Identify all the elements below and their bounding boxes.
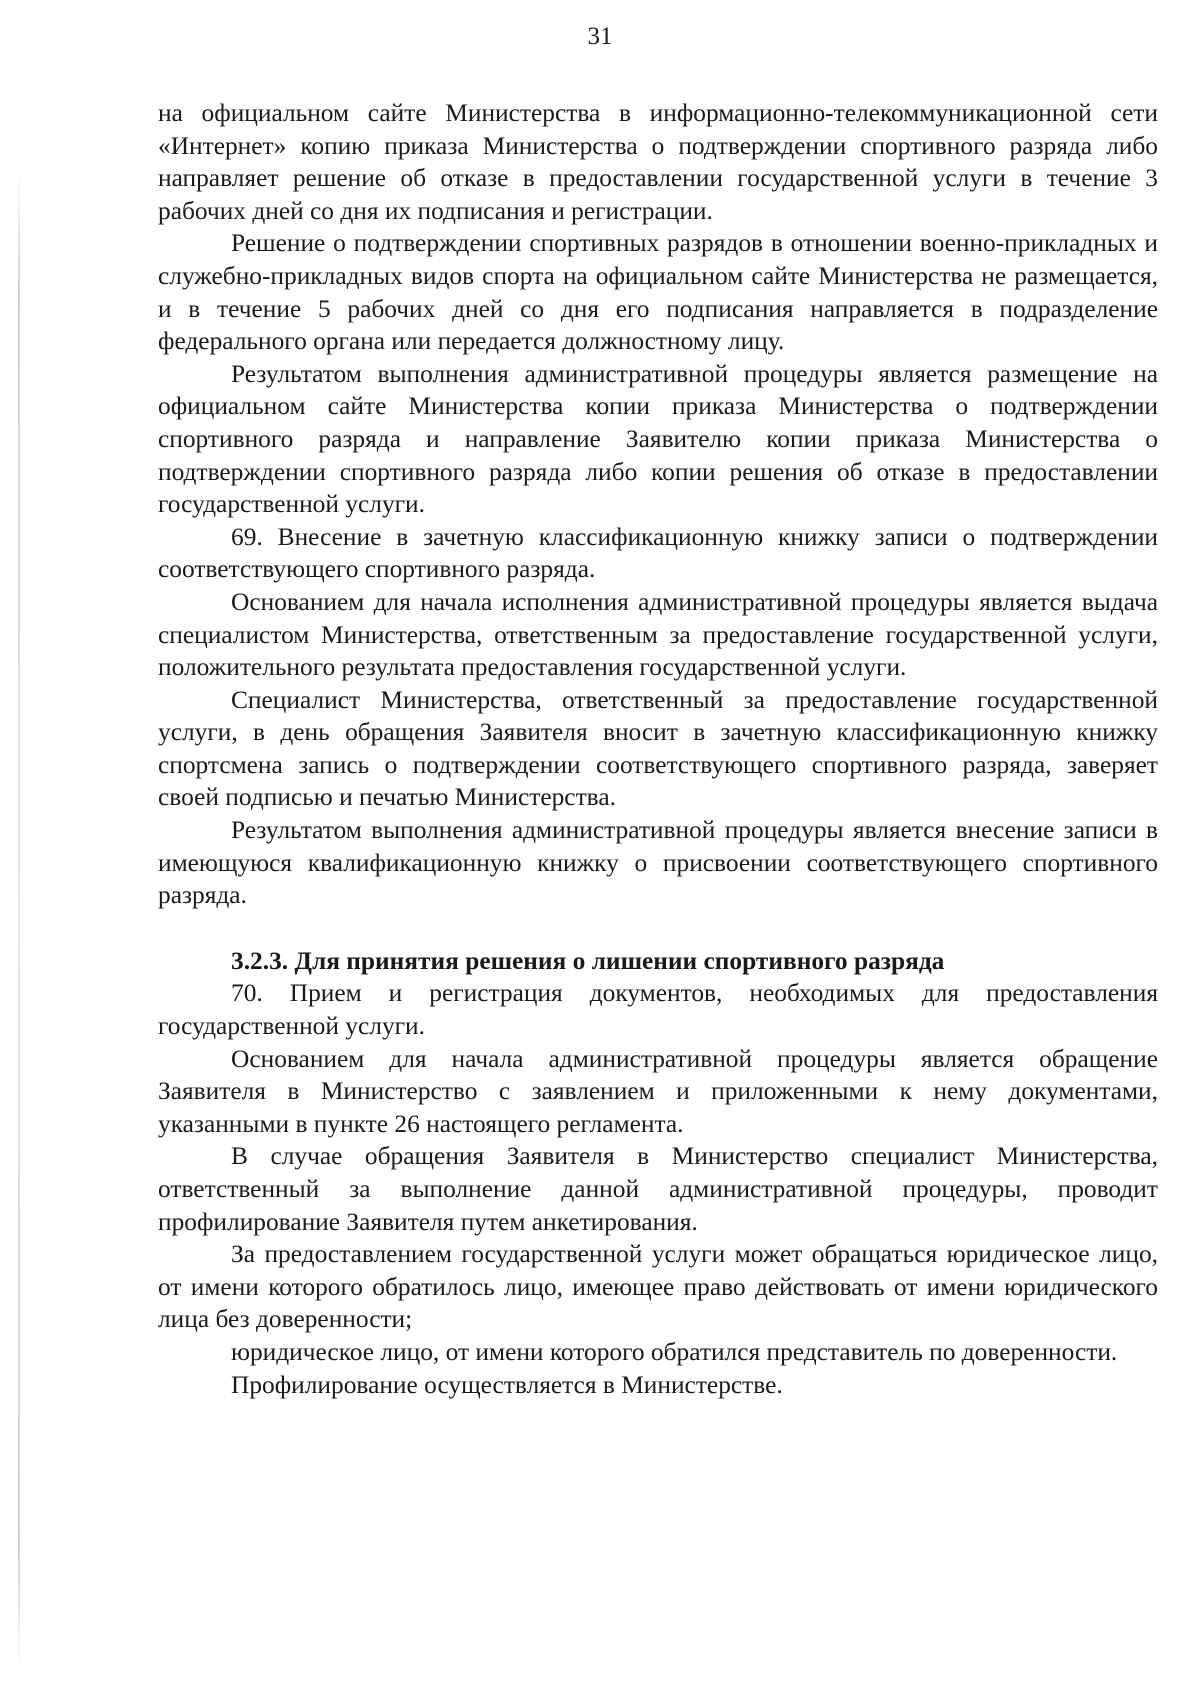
paragraph: Решение о подтверждении спортивных разрядов в отношении военно-прикладных и служебно-прикладных видов спорта на официальном сайте Министерства не размещается, и в течение 5 рабочих дней со дня его подписания направляется в подразделение федерального органа или передается должностному лицу.	[158, 229, 1158, 356]
paragraph: Результатом выполнения административной процедуры является внесение записи в имеющуюся квалификационную книжку о присвоении соответствующего спортивного разряда.	[158, 816, 1158, 910]
paragraph: юридическое лицо, от имени которого обратился представитель по доверенности.	[231, 1337, 1118, 1366]
paragraph: на официальном сайте Министерства в информационно-телекоммуникационной сети «Интернет» копию приказа Министерства о подтверждении спортивного разряда либо направляет решение об отказе в предоставлении государственной услуги в течение 3 рабочих дней со дня их подписания и регистрации.	[158, 99, 1158, 225]
page-number: 31	[587, 23, 613, 50]
paragraph-item-69: 69. Внесение в зачетную классификационную книжку записи о подтверждении соответствующего спортивного разряда.	[158, 522, 1158, 584]
paragraph: В случае обращения Заявителя в Министерство специалист Министерства, ответственный за выполнение данной административной процедуры, проводит профилирование Заявителя путем анкетирования.	[158, 1142, 1158, 1236]
paragraph: За предоставлением государственной услуги может обращаться юридическое лицо, от имени которого обратилось лицо, имеющее право действовать от имени юридического лица без доверенности;	[158, 1240, 1158, 1334]
paragraph: Основанием для начала исполнения административной процедуры является выдача специалистом Министерства, ответственным за предоставление государственной услуги, положительного результата предоставления государственной услуги.	[158, 587, 1158, 682]
section-heading: 3.2.3. Для принятия решения о лишении спортивного разряда	[231, 946, 945, 975]
paragraph-item-70: 70. Прием и регистрация документов, необходимых для предоставления государственной услуги.	[158, 979, 1158, 1041]
document-body	[158, 97, 1158, 1401]
paragraph: Результатом выполнения административной процедуры является размещение на официальном сайте Министерства копии приказа Министерства о подтверждении спортивного разряда и направление Заявителю копии приказа Министерства о подтверждении спортивного разряда либо копии решения об отказе в предоставлении государственной услуги.	[158, 359, 1158, 519]
paragraph: Профилирование осуществляется в Министерстве.	[231, 1370, 783, 1399]
scan-edge-shadow	[18, 170, 20, 1670]
paragraph: Основанием для начала административной процедуры является обращение Заявителя в Министерство с заявлением и приложенными к нему документами, указанными в пункте 26 настоящего регламента.	[158, 1044, 1158, 1138]
paragraph: Специалист Министерства, ответственный за предоставление государственной услуги, в день обращения Заявителя вносит в зачетную классификационную книжку спортсмена запись о подтверждении соответствующего спортивного разряда, заверяет своей подписью и печатью Министерства.	[158, 685, 1158, 812]
